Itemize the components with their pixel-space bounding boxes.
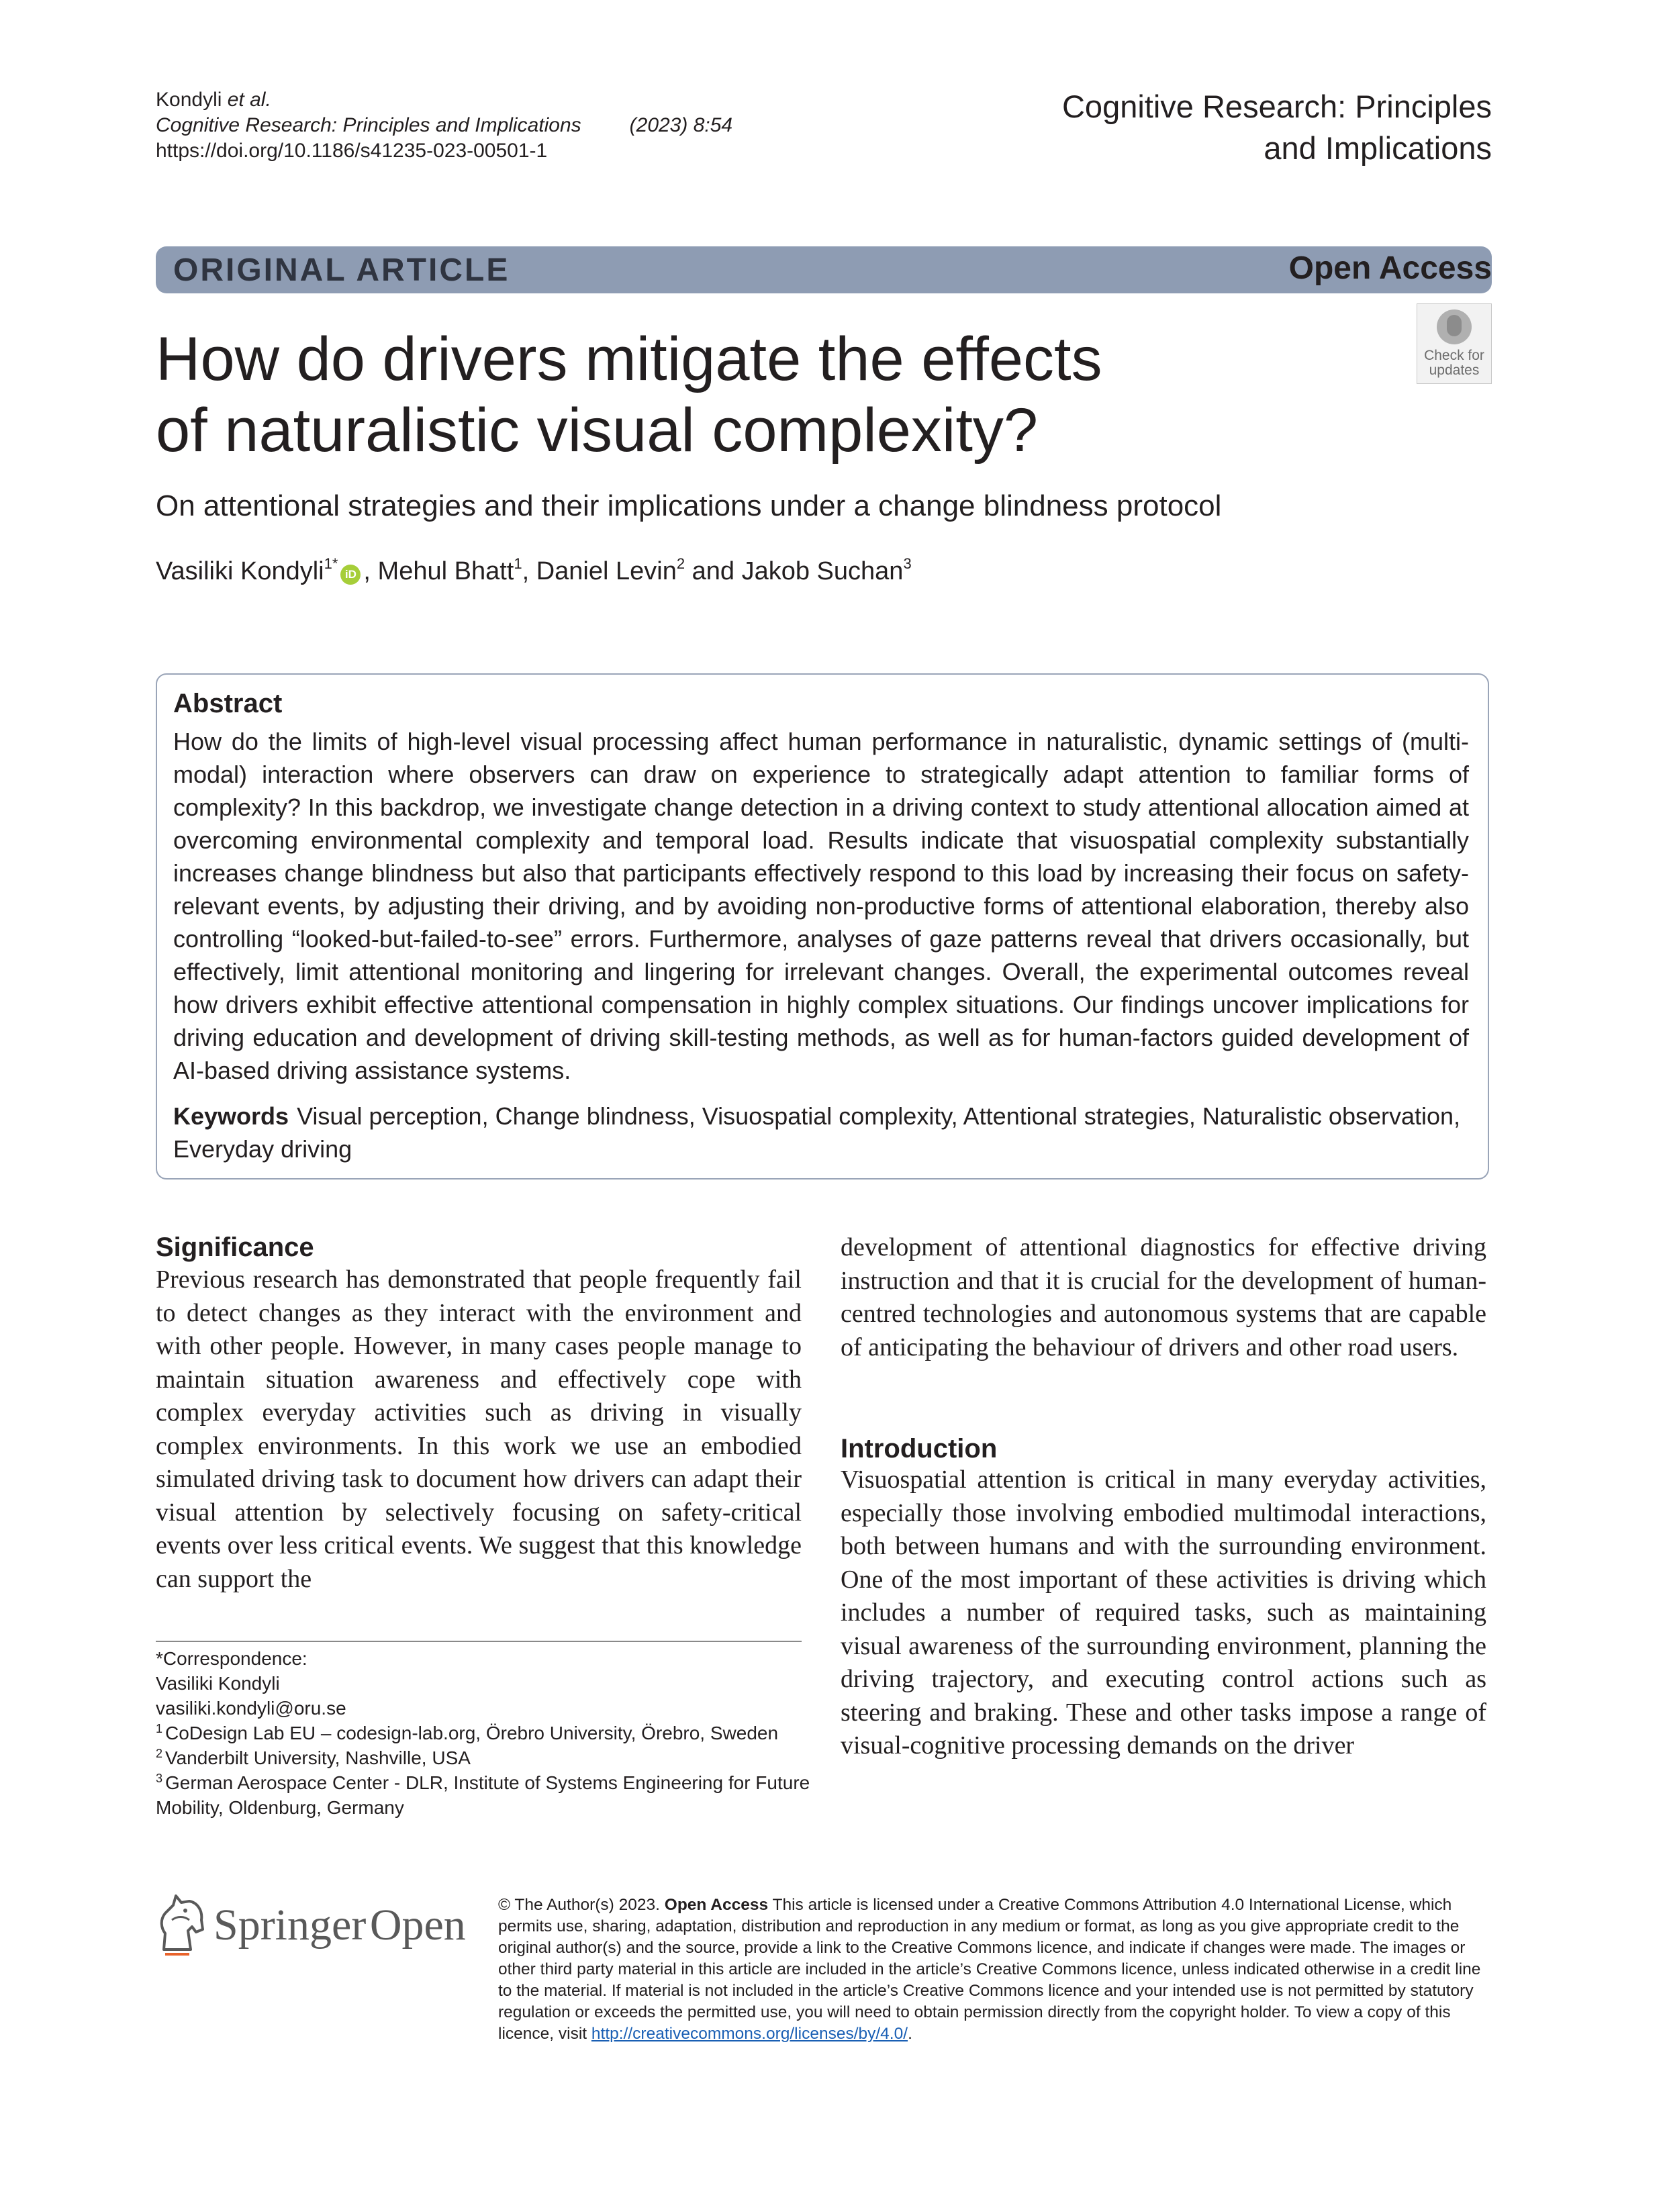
license-suffix: .: [908, 2025, 912, 2043]
author-affiliation: 3: [903, 555, 912, 572]
affiliation-text: Vanderbilt University, Nashville, USA: [165, 1747, 471, 1768]
affiliation-2: [156, 1745, 814, 1770]
abstract-heading: Abstract: [173, 689, 283, 718]
affiliation-number: 3: [156, 1772, 163, 1785]
journal-name: [1062, 86, 1492, 169]
affiliation-number: 1: [156, 1722, 163, 1735]
author-name[interactable]: , Daniel Levin: [522, 557, 677, 585]
correspondence-label: *Correspondence:: [156, 1648, 307, 1669]
author-affiliation: 1*: [324, 555, 338, 572]
correspondence-email[interactable]: vasiliki.kondyli@oru.se: [156, 1698, 346, 1719]
license-prefix: © The Author(s) 2023.: [498, 1896, 665, 1914]
keywords-list: Visual perception, Change blindness, Visuospatial complexity, Attentional strategies, Naturalistic observation, Everyday driving: [173, 1102, 1461, 1163]
logo-open: Open: [369, 1901, 466, 1950]
license-link[interactable]: http://creativecommons.org/licenses/by/4.0/: [591, 2025, 908, 2043]
running-header: [156, 87, 732, 164]
affiliation-1: [156, 1721, 814, 1745]
header-doi[interactable]: https://doi.org/10.1186/s41235-023-00501-1: [156, 140, 548, 162]
check-updates-line1: Check for: [1424, 348, 1484, 363]
title-line1: How do drivers mitigate the effects: [156, 325, 1102, 393]
significance-heading: Significance: [156, 1233, 314, 1262]
footnotes: [156, 1646, 814, 1820]
header-et-al: et al.: [227, 89, 271, 111]
abstract-text: How do the limits of high-level visual processing affect human performance in naturalistic, dynamic settings of (multi-modal) interaction where observers can draw on experience to strategically adapt attention to familiar forms of complexity? In this backdrop, we investigate change detection in a driving context to study attentional allocation aimed at overcoming environmental complexity and temporal load. Results indicate that visuospatial complexity substantially increases change blindness but also that participants effectively respond to this load by increasing their focus on safety-relevant events, by adjusting their driving, and by avoiding non-productive forms of attentional elaboration, thereby also controlling “looked-but-failed-to-see” errors. Furthermore, analyses of gaze patterns reveal that drivers occasionally, but effectively, limit attentional monitoring and lingering for irrelevant changes. Overall, the experimental outcomes reveal how drivers exhibit effective attentional compensation in highly complex situations. Our findings uncover implications for driving education and development of driving skill-testing methods, as well as for human-factors guided development of AI-based driving assistance systems.: [173, 728, 1469, 1084]
article-type: ORIGINAL ARTICLE: [173, 252, 510, 288]
springer-horse-icon: [156, 1893, 209, 1955]
author-affiliation: 2: [676, 555, 685, 572]
license-open-access: Open Access: [664, 1896, 769, 1914]
introduction-text: Visuospatial attention is critical in many everyday activities, especially those involving embodied multimodal interactions, both between humans and with the surrounding environment. One of the most important of these activities is driving which includes a number of required tasks, such as maintaining visual awareness of the surrounding environment, planning the driving trajectory, and executing control actions such as steering and braking. These and other tasks impose a range of visual-cognitive processing demands on the driver: [841, 1465, 1486, 1760]
journal-name-line1: Cognitive Research: Principles: [1061, 89, 1492, 124]
license-text: This article is licensed under a Creative Commons Attribution 4.0 International License, which permits use, sharing, adaptation, distribution and reproduction in any medium or format, as long as you give appropriate credit to the original author(s) and the source, provide a link to the Creative Commons licence, and indicate if changes were made. The images or other third party material in this article are included in the article’s Creative Commons licence, unless indicated otherwise in a credit line to the material. If material is not included in the article’s Creative Commons licence and your intended use is not permitted by statutory regulation or exceeds the permitted use, you will need to obtain permission directly from the copyright holder. To view a copy of this licence, visit: [498, 1896, 1481, 2043]
keywords: [173, 1100, 1469, 1165]
open-access-label: Open Access: [1288, 250, 1492, 286]
logo-accent: [165, 1953, 189, 1956]
bookmark-icon: [1447, 315, 1462, 336]
affiliation-text: German Aerospace Center - DLR, Institute of Systems Engineering for Future Mobility, Oldenburg, Germany: [156, 1772, 810, 1818]
orcid-icon[interactable]: iD: [340, 565, 361, 585]
affiliation-3: [156, 1770, 814, 1820]
significance-text: Previous research has demonstrated that people frequently fail to detect changes as they interact with the environment and with other people. However, in many cases people manage to maintain situation awareness and effectively cope with complex everyday activities such as driving in visually complex environments. In this work we use an embodied simulated driving task to document how drivers can adapt their visual attention by selectively focusing on safety-critical events over less critical events. We suggest that this knowledge can support the: [156, 1265, 802, 1593]
introduction-heading: Introduction: [841, 1434, 998, 1463]
logo-springer: Springer: [213, 1901, 367, 1950]
check-updates-text: [1417, 348, 1491, 378]
significance-continued: development of attentional diagnostics for effective driving instruction and that it is crucial for the development of human-centred technologies and autonomous systems that are capable of anticipating the behaviour of drivers and other road users.: [841, 1233, 1486, 1361]
header-year-volume: (2023) 8:54: [629, 114, 733, 136]
check-updates-line2: updates: [1429, 363, 1480, 378]
author-affiliation: 1: [514, 555, 522, 572]
license-notice: [498, 1894, 1488, 2045]
check-for-updates-badge[interactable]: [1417, 303, 1492, 384]
correspondence-name: Vasiliki Kondyli: [156, 1673, 280, 1694]
keywords-label: Keywords: [173, 1102, 289, 1130]
author-name[interactable]: , Mehul Bhatt: [363, 557, 514, 585]
article-title: [156, 324, 1364, 466]
footnote-divider: [156, 1641, 802, 1642]
article-subtitle: On attentional strategies and their implications under a change blindness protocol: [156, 489, 1222, 522]
header-journal: Cognitive Research: Principles and Implications: [156, 114, 581, 136]
springer-open-logo: [213, 1901, 466, 1950]
journal-name-line2: and Implications: [1264, 130, 1492, 166]
header-author: Kondyli: [156, 89, 222, 111]
affiliation-text: CoDesign Lab EU – codesign-lab.org, Örebro University, Örebro, Sweden: [165, 1723, 779, 1743]
title-line2: of naturalistic visual complexity?: [156, 396, 1039, 465]
author-name[interactable]: and Jakob Suchan: [685, 557, 904, 585]
affiliation-number: 2: [156, 1747, 163, 1760]
author-name[interactable]: Vasiliki Kondyli: [156, 557, 324, 585]
author-list: [156, 555, 912, 588]
